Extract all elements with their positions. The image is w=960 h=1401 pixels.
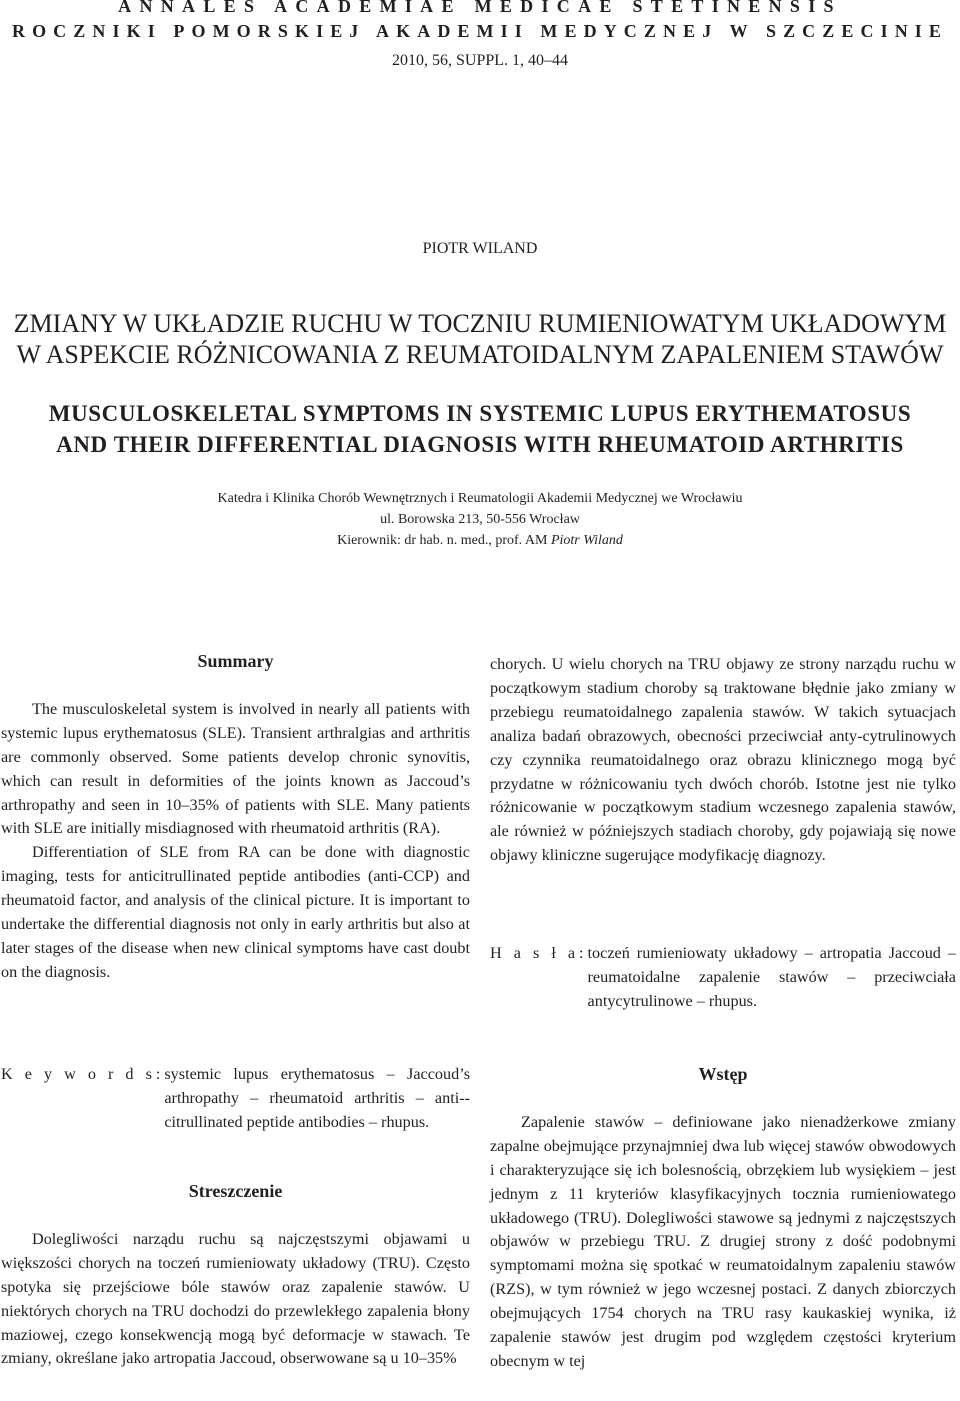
summary-heading: Summary [197, 651, 274, 671]
summary-section [1, 650, 470, 985]
wstep-paragraph: Zapalenie stawów – definiowane jako nienadżerkowe zmiany zapalne obejmujące przynajmniej dwa lub więcej stawów obwodowych i charakteryzujące się ich bolesnością, obrzękiem lub wysiękiem – jest jednym z 11 kryteriów klasyfikacyjnych tocznia rumieniowatego układowego (TRU). Dolegliwości stawowe są jednymi z najczęstszych objawów w przebiegu TRU. Z drugiej strony z dość podobnymi symptomami można się spotkać w reumatoidalnym zapaleniu stawów (RZS), w tym również w jego wczesnej postaci. Z danych zbiorczych obejmujących 1754 chorych na TRU rasy kaukaskiej wynika, iż zapalenie stawów jest drugim pod względem częstości kryterium obecnym w tej [490, 1112, 956, 1370]
summary-paragraph-2: Differentiation of SLE from RA can be done with diagnostic imaging, tests for anticitrullinated peptide antibodies (anti-CCP) and rheumatoid factor, and analysis of the clinical picture. It is important to undertake the differential diagnosis not only in early arthritis but also at later stages of the disease when new clinical symptoms have cast doubt on the diagnosis. [1, 843, 470, 981]
journal-title-polish: ROCZNIKI POMORSKIEJ AKADEMII MEDYCZNEJ W SZCZECINIE [11, 21, 949, 41]
hasla-label: H a s ł a: [490, 944, 588, 962]
title-english-line-1: MUSCULOSKELETAL SYMPTOMS IN SYSTEMIC LUPUS ERYTHEMATOSUS [48, 401, 912, 426]
journal-title-latin: ANNALES ACADEMIAE MEDICAE STETINENSIS [118, 0, 842, 16]
streszczenie-paragraph: Dolegliwości narządu ruchu są najczęstszymi objawami u większości chorych na toczeń rumieniowaty układowy (TRU). Często spotyka się przejściowe bóle stawów oraz zapalenie stawów. U niektórych chorych na TRU dochodzi do przewlekłego zapalenia błony maziowej, czego konsekwencją mogą być deformacje w stawach. Te zmiany, określane jako artropatia Jaccoud, obserwowane są u 10–35% [1, 1229, 470, 1368]
streszczenie-heading: Streszczenie [188, 1181, 283, 1201]
streszczenie-continuation: chorych. U wielu chorych na TRU objawy ze strony narządu ruchu w początkowym stadium choroby są traktowane błędnie jako zmiany w przebiegu reumatoidalnego zapalenia stawów. W takich sytuacjach analiza badań obrazowych, obecności przeciwciał anty-cytrulinowych czy czynnika reumatoidalnego oraz obrazu klinicznego mogą być przydatne w różnicowaniu tych dwóch chorób. Istotne jest nie tylko różnicowanie w początkowym stadium wczesnego zapalenia stawów, ale również w późniejszych stadiach choroby, gdy pojawiają się nowe objawy kliniczne sugerujące modyfikację diagnozy. [490, 655, 956, 865]
keywords-text: systemic lupus erythematosus – Jaccoud’s arthropathy – rheumatoid arthritis – anti--citrullinated peptide antibodies – rhupus. [164, 1065, 470, 1131]
streszczenie-continuation-section [490, 653, 956, 868]
summary-paragraph-1: The musculoskeletal system is involved in nearly all patients with systemic lupus erythematosus (SLE). Transient arthralgias and arthritis are commonly observed. Some patients develop chronic synovitis, which can result in deformities of the joints known as Jaccoud’s arthropathy and seen in 10–35% of patients with SLE. Many patients with SLE are initially misdiagnosed with rheumatoid arthritis (RA). [1, 699, 470, 838]
wstep-heading: Wstęp [698, 1064, 748, 1084]
title-english-line-2: AND THEIR DIFFERENTIAL DIAGNOSIS WITH RHEUMATOID ARTHRITIS [56, 432, 904, 457]
affiliation-head-name: Piotr Wiland [550, 533, 623, 548]
affiliation-line-2: ul. Borowska 213, 50-556 Wrocław [380, 512, 580, 527]
title-polish-line-1: ZMIANY W UKŁADZIE RUCHU W TOCZNIU RUMIENIOWATYM UKŁADOWYM [13, 309, 947, 338]
keywords-section [1, 1063, 470, 1135]
affiliation-line-1: Katedra i Klinika Chorób Wewnętrznych i Reumatologii Akademii Medycznej we Wrocławiu [217, 491, 743, 506]
streszczenie-section [1, 1180, 470, 1371]
wstep-section [490, 1063, 956, 1374]
title-polish-line-2: W ASPEKCIE RÓŻNICOWANIA Z REUMATOIDALNYM ZAPALENIEM STAWÓW [16, 340, 944, 369]
affiliation-line-3 [0, 530, 960, 551]
summary-body [1, 698, 470, 985]
hasla-text: toczeń rumieniowaty układowy – artropatia Jaccoud – reumatoidalne zapalenie stawów – przeciwciała antycytrulinowe – rhupus. [587, 944, 956, 1010]
keywords-label: K e y w o r d s: [1, 1065, 165, 1083]
author-name: PIOTR WILAND [422, 240, 538, 257]
affiliation-head-title: Kierownik: dr hab. n. med., prof. AM [337, 533, 551, 548]
hasla-section [490, 942, 956, 1014]
citation: 2010, 56, SUPPL. 1, 40–44 [391, 52, 569, 69]
